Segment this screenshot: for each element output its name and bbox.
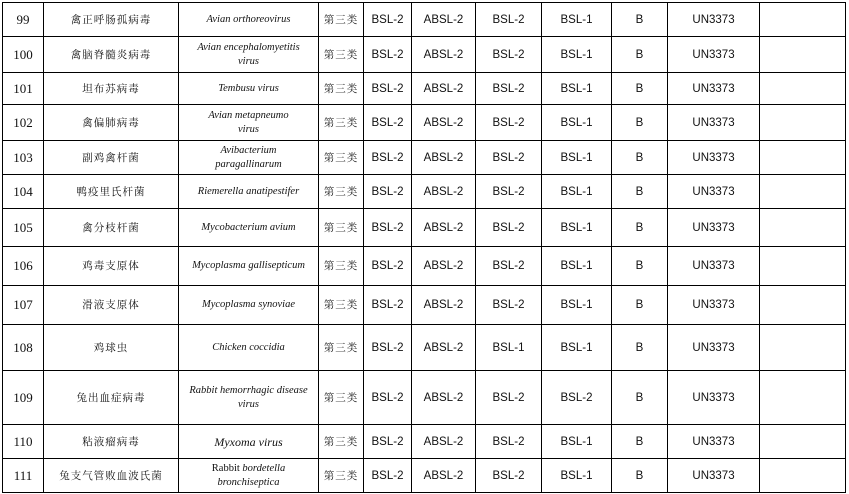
chinese-name: 兔出血症病毒 [44, 371, 179, 425]
hazard-class: 第三类 [319, 325, 364, 371]
latin-line-2: virus [238, 398, 259, 410]
chinese-name: 禽脑脊髓炎病毒 [44, 37, 179, 73]
row-number: 109 [3, 371, 44, 425]
latin-name: Chicken coccidia [179, 325, 319, 371]
latin-plain: Rabbit [211, 462, 240, 474]
remarks [760, 247, 846, 286]
latin-line-1: Rabbit hemorrhagic disease [189, 384, 308, 396]
row-number: 106 [3, 247, 44, 286]
bsl-culture: BSL-2 [364, 37, 412, 73]
un-number: UN3373 [668, 209, 760, 247]
absl-animal: ABSL-2 [412, 286, 476, 325]
hazard-class: 第三类 [319, 371, 364, 425]
chinese-name: 坦布苏病毒 [44, 73, 179, 105]
bsl-sample: BSL-1 [476, 325, 542, 371]
absl-animal: ABSL-2 [412, 105, 476, 141]
bsl-sample: BSL-2 [476, 73, 542, 105]
bsl-inactivated: BSL-1 [542, 459, 612, 493]
absl-animal: ABSL-2 [412, 325, 476, 371]
chinese-name: 滑液支原体 [44, 286, 179, 325]
latin-line-2: virus [238, 55, 259, 67]
bsl-culture: BSL-2 [364, 325, 412, 371]
table-row [3, 175, 846, 209]
row-number: 107 [3, 286, 44, 325]
absl-animal: ABSL-2 [412, 73, 476, 105]
bsl-inactivated: BSL-1 [542, 105, 612, 141]
packaging-type: B [612, 325, 668, 371]
absl-animal: ABSL-2 [412, 371, 476, 425]
row-number: 101 [3, 73, 44, 105]
bsl-culture: BSL-2 [364, 459, 412, 493]
table-row [3, 459, 846, 493]
remarks [760, 459, 846, 493]
hazard-class: 第三类 [319, 105, 364, 141]
bsl-inactivated: BSL-1 [542, 425, 612, 459]
latin-line-2: virus [238, 123, 259, 135]
un-number: UN3373 [668, 325, 760, 371]
bsl-culture: BSL-2 [364, 425, 412, 459]
un-number: UN3373 [668, 37, 760, 73]
remarks [760, 105, 846, 141]
chinese-name: 粘液瘤病毒 [44, 425, 179, 459]
row-number: 111 [3, 459, 44, 493]
packaging-type: B [612, 175, 668, 209]
row-number: 102 [3, 105, 44, 141]
latin-name: Tembusu virus [179, 73, 319, 105]
table-row [3, 371, 846, 425]
latin-name: Mycobacterium avium [179, 209, 319, 247]
chinese-name: 鸭疫里氏杆菌 [44, 175, 179, 209]
latin-name: Myxoma virus [179, 425, 319, 459]
hazard-class: 第三类 [319, 37, 364, 73]
latin-name [179, 105, 319, 141]
packaging-type: B [612, 3, 668, 37]
latin-name [179, 371, 319, 425]
chinese-name: 兔支气管败血波氏菌 [44, 459, 179, 493]
bsl-culture: BSL-2 [364, 175, 412, 209]
table-row [3, 37, 846, 73]
table-row [3, 209, 846, 247]
chinese-name: 禽正呼肠孤病毒 [44, 3, 179, 37]
bsl-culture: BSL-2 [364, 73, 412, 105]
bsl-inactivated: BSL-1 [542, 141, 612, 175]
table-row [3, 425, 846, 459]
row-number: 110 [3, 425, 44, 459]
bsl-inactivated: BSL-1 [542, 175, 612, 209]
remarks [760, 141, 846, 175]
remarks [760, 425, 846, 459]
chinese-name: 鸡球虫 [44, 325, 179, 371]
remarks [760, 286, 846, 325]
hazard-class: 第三类 [319, 425, 364, 459]
chinese-name: 副鸡禽杆菌 [44, 141, 179, 175]
table-row [3, 325, 846, 371]
bsl-sample: BSL-2 [476, 37, 542, 73]
bsl-culture: BSL-2 [364, 286, 412, 325]
hazard-class: 第三类 [319, 247, 364, 286]
remarks [760, 371, 846, 425]
absl-animal: ABSL-2 [412, 425, 476, 459]
latin-line-2: bronchiseptica [217, 476, 280, 488]
bsl-inactivated: BSL-1 [542, 286, 612, 325]
remarks [760, 73, 846, 105]
bsl-inactivated: BSL-1 [542, 209, 612, 247]
bsl-sample: BSL-2 [476, 286, 542, 325]
bsl-sample: BSL-2 [476, 105, 542, 141]
hazard-class: 第三类 [319, 141, 364, 175]
absl-animal: ABSL-2 [412, 459, 476, 493]
absl-animal: ABSL-2 [412, 209, 476, 247]
bsl-sample: BSL-2 [476, 3, 542, 37]
packaging-type: B [612, 37, 668, 73]
bsl-culture: BSL-2 [364, 247, 412, 286]
bsl-sample: BSL-2 [476, 247, 542, 286]
latin-line-1: Avian encephalomyetitis [197, 41, 300, 53]
absl-animal: ABSL-2 [412, 175, 476, 209]
bsl-inactivated: BSL-1 [542, 73, 612, 105]
latin-name: Mycoplasma gallisepticum [179, 247, 319, 286]
latin-name: Riemerella anatipestifer [179, 175, 319, 209]
latin-name: Mycoplasma synoviae [179, 286, 319, 325]
table-row [3, 247, 846, 286]
bsl-sample: BSL-2 [476, 141, 542, 175]
un-number: UN3373 [668, 73, 760, 105]
latin-name [179, 37, 319, 73]
bsl-inactivated: BSL-2 [542, 371, 612, 425]
absl-animal: ABSL-2 [412, 141, 476, 175]
packaging-type: B [612, 105, 668, 141]
row-number: 104 [3, 175, 44, 209]
packaging-type: B [612, 209, 668, 247]
absl-animal: ABSL-2 [412, 247, 476, 286]
packaging-type: B [612, 73, 668, 105]
chinese-name: 鸡毒支原体 [44, 247, 179, 286]
remarks [760, 175, 846, 209]
chinese-name: 禽偏肺病毒 [44, 105, 179, 141]
bsl-inactivated: BSL-1 [542, 325, 612, 371]
un-number: UN3373 [668, 105, 760, 141]
un-number: UN3373 [668, 175, 760, 209]
hazard-class: 第三类 [319, 286, 364, 325]
hazard-class: 第三类 [319, 209, 364, 247]
bsl-inactivated: BSL-1 [542, 37, 612, 73]
absl-animal: ABSL-2 [412, 37, 476, 73]
bsl-culture: BSL-2 [364, 209, 412, 247]
bsl-inactivated: BSL-1 [542, 3, 612, 37]
remarks [760, 37, 846, 73]
un-number: UN3373 [668, 3, 760, 37]
table-row [3, 73, 846, 105]
bsl-culture: BSL-2 [364, 3, 412, 37]
un-number: UN3373 [668, 371, 760, 425]
hazard-class: 第三类 [319, 459, 364, 493]
remarks [760, 209, 846, 247]
bsl-sample: BSL-2 [476, 209, 542, 247]
table-row [3, 141, 846, 175]
latin-name [179, 459, 319, 493]
chinese-name: 禽分枝杆菌 [44, 209, 179, 247]
latin-line-2: paragallinarum [215, 158, 282, 170]
un-number: UN3373 [668, 425, 760, 459]
remarks [760, 3, 846, 37]
row-number: 99 [3, 3, 44, 37]
un-number: UN3373 [668, 141, 760, 175]
un-number: UN3373 [668, 286, 760, 325]
hazard-class: 第三类 [319, 175, 364, 209]
latin-line-1: bordetella [242, 462, 286, 474]
packaging-type: B [612, 425, 668, 459]
bsl-culture: BSL-2 [364, 105, 412, 141]
latin-line-1: Avian metapneumo [208, 109, 289, 121]
bsl-sample: BSL-2 [476, 175, 542, 209]
packaging-type: B [612, 247, 668, 286]
bsl-culture: BSL-2 [364, 371, 412, 425]
hazard-class: 第三类 [319, 3, 364, 37]
bsl-sample: BSL-2 [476, 459, 542, 493]
hazard-class: 第三类 [319, 73, 364, 105]
table-row [3, 286, 846, 325]
row-number: 103 [3, 141, 44, 175]
table-row [3, 105, 846, 141]
row-number: 108 [3, 325, 44, 371]
remarks [760, 325, 846, 371]
pathogen-table [2, 2, 846, 493]
table-row [3, 3, 846, 37]
absl-animal: ABSL-2 [412, 3, 476, 37]
latin-name: Avian orthoreovirus [179, 3, 319, 37]
packaging-type: B [612, 371, 668, 425]
bsl-inactivated: BSL-1 [542, 247, 612, 286]
bsl-sample: BSL-2 [476, 371, 542, 425]
packaging-type: B [612, 459, 668, 493]
latin-line-1: Avibacterium [220, 144, 277, 156]
un-number: UN3373 [668, 459, 760, 493]
latin-name [179, 141, 319, 175]
packaging-type: B [612, 141, 668, 175]
bsl-culture: BSL-2 [364, 141, 412, 175]
un-number: UN3373 [668, 247, 760, 286]
bsl-sample: BSL-2 [476, 425, 542, 459]
row-number: 100 [3, 37, 44, 73]
packaging-type: B [612, 286, 668, 325]
row-number: 105 [3, 209, 44, 247]
